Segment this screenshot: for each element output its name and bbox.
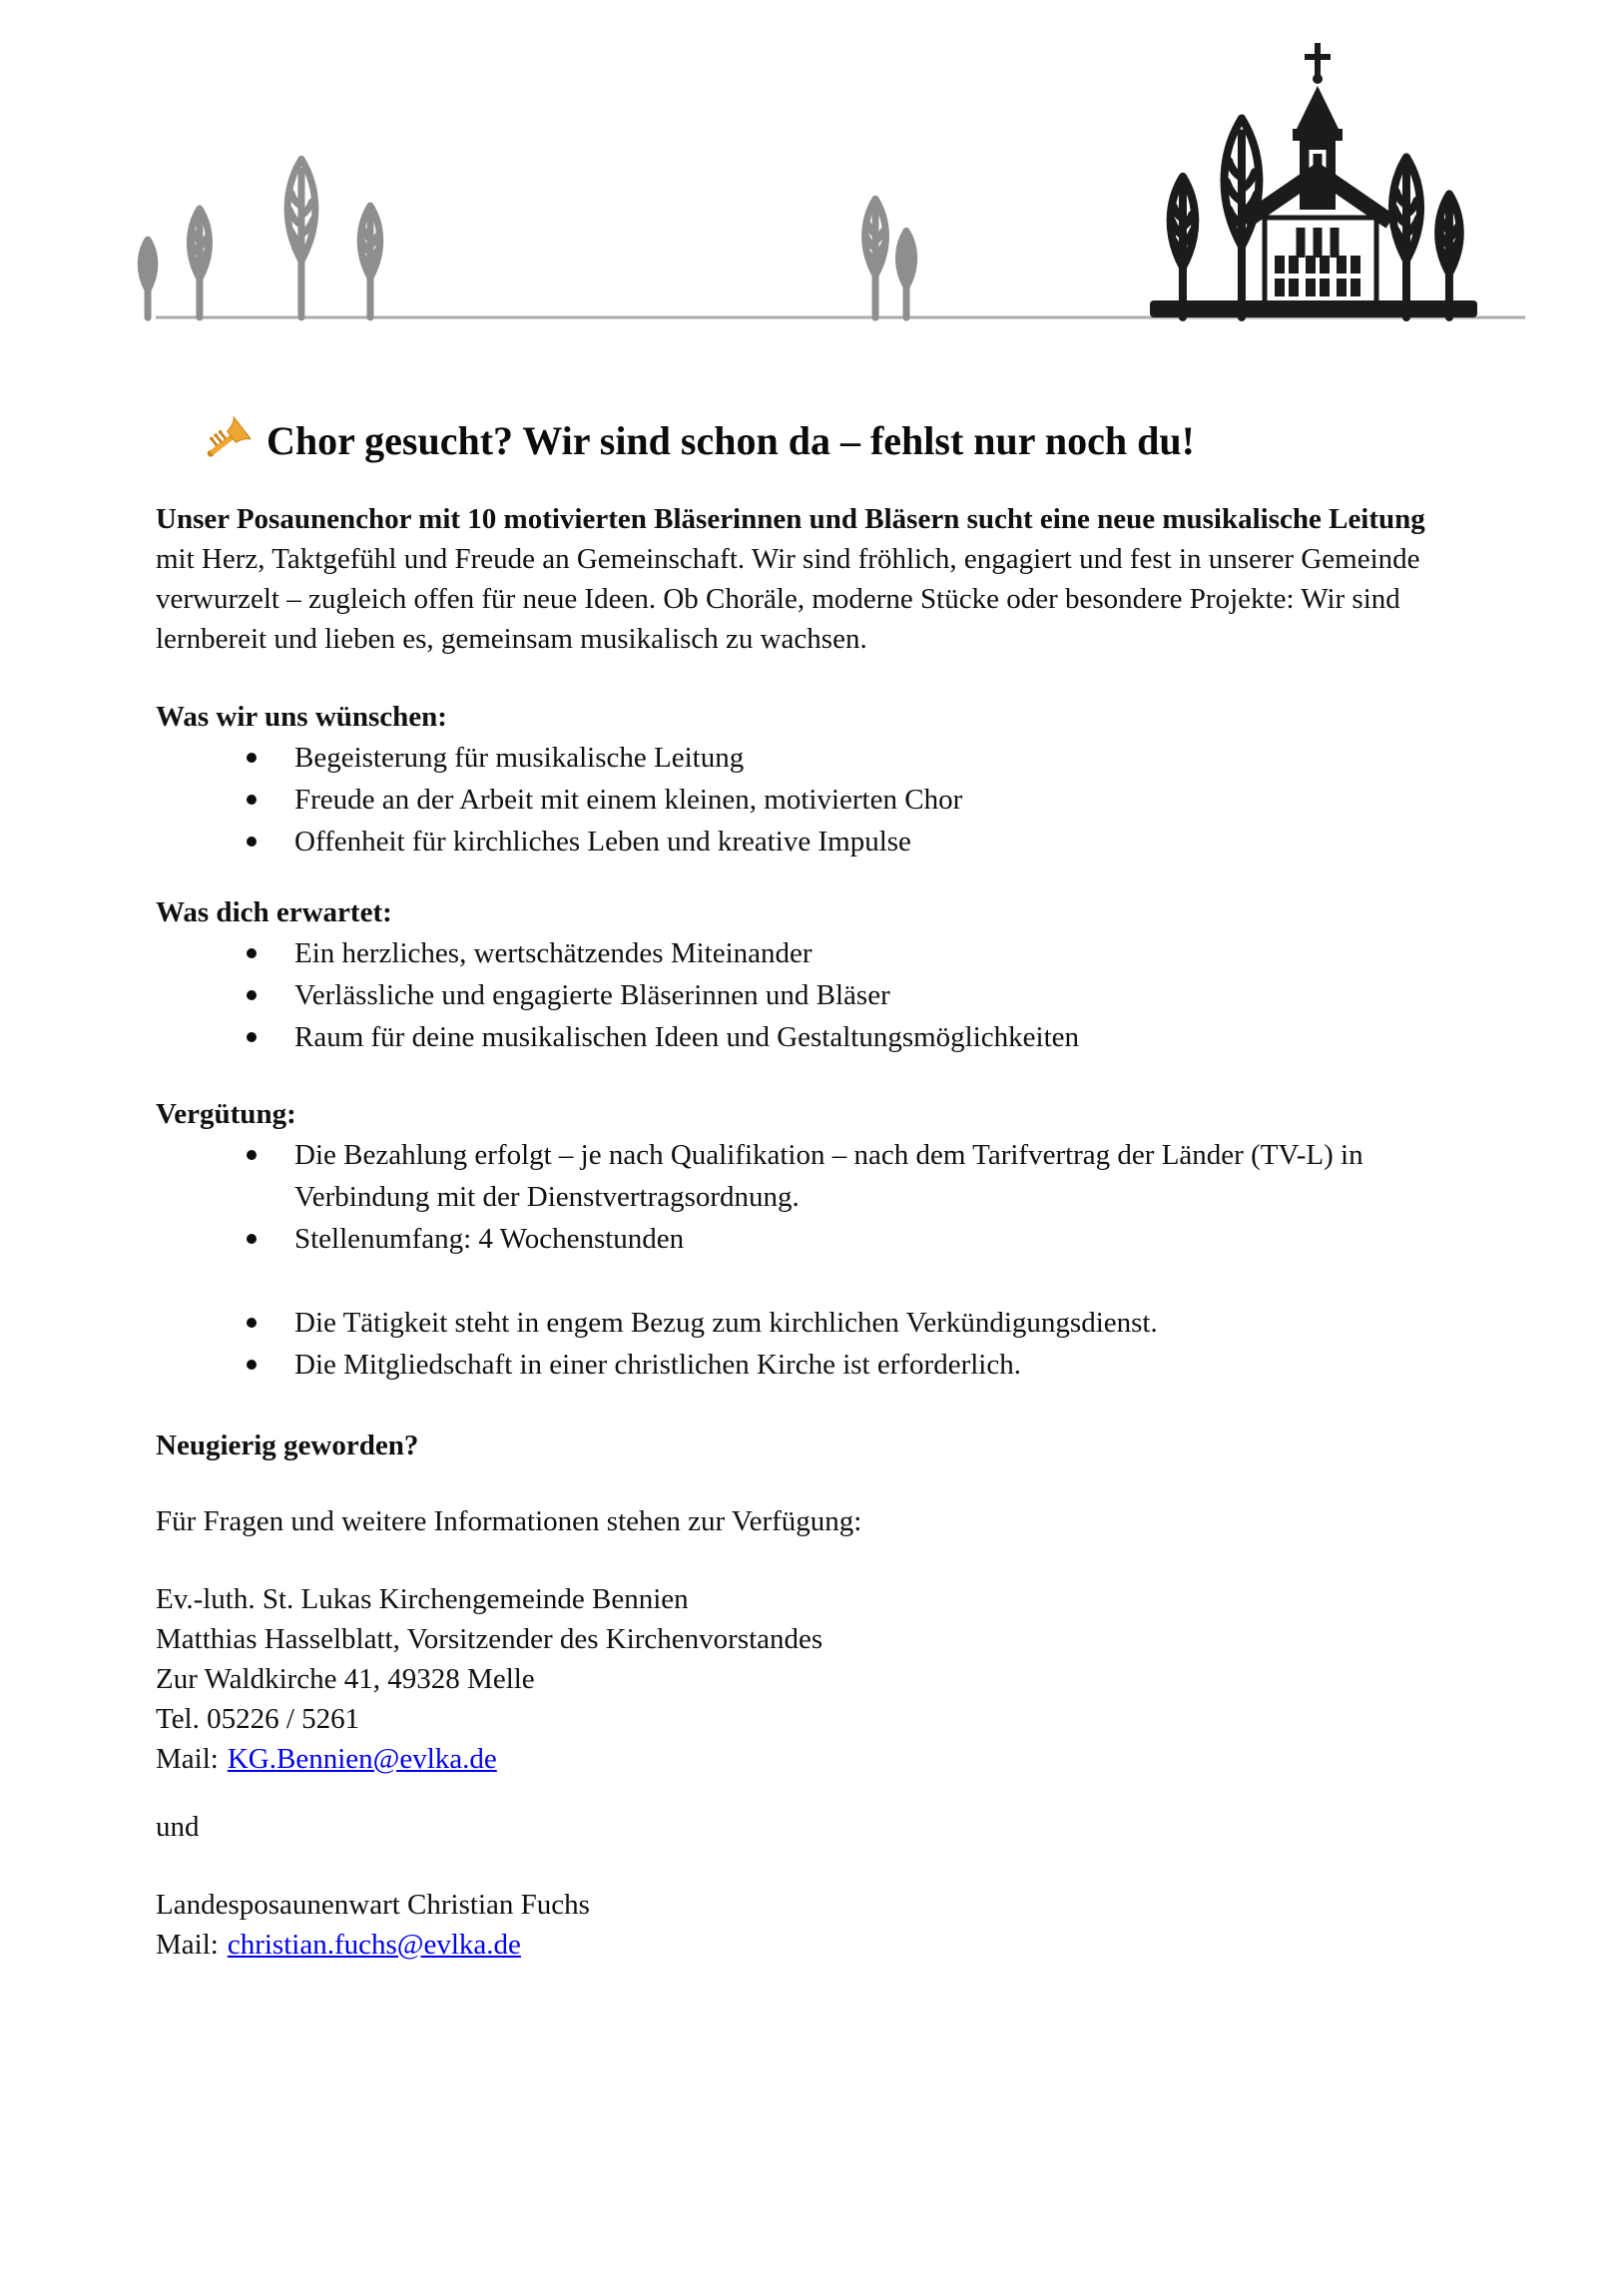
contact-secondary-block [156, 1885, 1467, 1965]
curious-heading: Neugierig geworden? [156, 1430, 419, 1461]
list-item [156, 932, 1445, 974]
wishes-list [156, 737, 1445, 862]
bullet-icon [247, 1360, 257, 1370]
contact-line: Landesposaunenwart Christian Fuchs [156, 1889, 590, 1921]
bullet-icon [247, 948, 257, 958]
intro-paragraph [156, 499, 1445, 659]
bullet-icon [247, 795, 257, 805]
header-illustration [0, 0, 1624, 331]
secondary-email-link[interactable]: christian.fuchs@evlka.de [227, 1929, 521, 1961]
contact-primary-block [156, 1579, 1467, 1779]
compensation-list [156, 1134, 1445, 1260]
contact-line: Matthias Hasselblatt, Vorsitzender des Kirchenvorstandes [156, 1623, 823, 1655]
mail-label: Mail: [156, 1743, 219, 1775]
trees-icon [141, 159, 913, 317]
bullet-icon [247, 1150, 257, 1160]
contact-line: Tel. 05226 / 5261 [156, 1703, 360, 1735]
intro-bold-text: Unser Posaunenchor mit 10 motivierten Bläserinnen und Bläsern sucht eine neue musikalische Leitung [156, 503, 1425, 535]
bullet-icon [247, 990, 257, 1000]
list-item [156, 821, 1445, 862]
list-item-text: Stellenumfang: 4 Wochenstunden [294, 1223, 685, 1255]
contact-mail-line [156, 1739, 1467, 1779]
list-item [156, 1134, 1445, 1218]
expectations-heading: Was dich erwartet: [156, 896, 392, 928]
connector-text: und [156, 1811, 200, 1843]
contact-intro: Für Fragen und weitere Informationen stehen zur Verfügung: [156, 1505, 862, 1537]
page-title: Chor gesucht? Wir sind schon da – fehlst nur noch du! [267, 418, 1195, 463]
wishes-heading: Was wir uns wünschen: [156, 701, 447, 733]
primary-email-link[interactable]: KG.Bennien@evlka.de [227, 1743, 497, 1775]
compensation-heading: Vergütung: [156, 1098, 296, 1130]
list-item-text: Die Mitgliedschaft in einer christlichen Kirche ist erforderlich. [294, 1349, 1021, 1381]
compensation-additional-list [156, 1302, 1445, 1386]
list-item-text: Offenheit für kirchliches Leben und kreative Impulse [294, 826, 911, 858]
list-item [156, 1302, 1445, 1344]
list-item [156, 974, 1445, 1016]
list-item [156, 779, 1445, 821]
list-item-text: Begeisterung für musikalische Leitung [294, 742, 745, 774]
list-item [156, 1344, 1445, 1386]
church-icon [1150, 43, 1477, 317]
list-item-text: Freude an der Arbeit mit einem kleinen, motivierten Chor [294, 784, 963, 816]
bullet-icon [247, 1318, 257, 1328]
bullet-icon [247, 837, 257, 847]
intro-regular-text: mit Herz, Taktgefühl und Freude an Gemeinschaft. Wir sind fröhlich, engagiert und fest in unserer Gemeinde verwurzelt – zugleich offen für neue Ideen. Ob Choräle, moderne Stücke oder besondere Projekte: Wir sind lernbereit und lieben es, gemeinsam musikalisch zu wachsen. [156, 543, 1420, 655]
list-item [156, 737, 1445, 779]
document-body [0, 416, 1467, 1965]
contact-line: Ev.-luth. St. Lukas Kirchengemeinde Bennien [156, 1583, 689, 1615]
list-item [156, 1218, 1445, 1260]
bullet-icon [247, 1234, 257, 1244]
contact-mail-line [156, 1925, 1467, 1965]
bullet-icon [247, 1032, 257, 1042]
bullet-icon [247, 753, 257, 763]
list-item-text: Die Tätigkeit steht in engem Bezug zum kirchlichen Verkündigungsdienst. [294, 1307, 1158, 1339]
list-item-text: Ein herzliches, wertschätzendes Miteinander [294, 937, 812, 969]
page-title-row [201, 416, 1467, 466]
mail-label: Mail: [156, 1929, 219, 1961]
list-item-text: Raum für deine musikalischen Ideen und Gestaltungsmöglichkeiten [294, 1021, 1080, 1053]
list-item [156, 1016, 1445, 1058]
expectations-list [156, 932, 1445, 1058]
list-item-text: Die Bezahlung erfolgt – je nach Qualifikation – nach dem Tarifvertrag der Länder (TV-L) in Verbindung mit der Dienstvertragsordnung. [294, 1139, 1363, 1213]
list-item-text: Verlässliche und engagierte Bläserinnen und Bläser [294, 979, 890, 1011]
contact-line: Zur Waldkirche 41, 49328 Melle [156, 1663, 535, 1695]
trumpet-icon [201, 416, 251, 466]
